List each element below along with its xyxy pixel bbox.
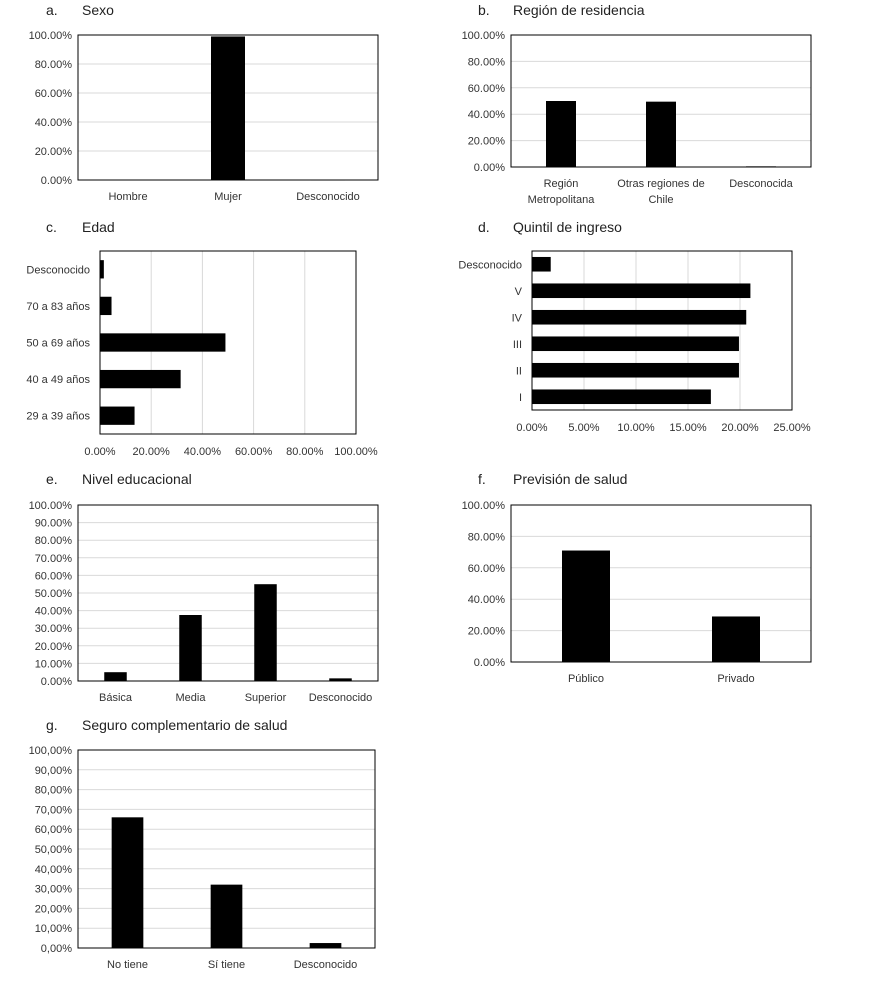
x-tick-label: 0.00% — [84, 446, 116, 458]
x-tick-label: 10.00% — [617, 422, 655, 434]
x-tick-label: 100.00% — [334, 446, 378, 458]
y-tick-label: 40.00% — [467, 594, 505, 607]
x-tick-label: 80.00% — [286, 446, 324, 458]
y-tick-label: 100.00% — [28, 30, 72, 42]
panel-letter: c. — [46, 219, 57, 235]
chart-title: Nivel educacional — [82, 471, 192, 487]
x-category-label: No tiene — [107, 959, 148, 971]
y-tick-label: 60.00% — [34, 570, 72, 583]
x-category-label: Público — [567, 673, 605, 685]
panel-letter: f. — [478, 471, 486, 487]
chart-title: Sexo — [82, 2, 114, 18]
y-tick-label: 0,00% — [40, 943, 72, 955]
x-tick-label: 20.00% — [132, 446, 170, 458]
y-tick-label: 100,00% — [28, 745, 72, 757]
y-category-label: Desconocido — [26, 264, 90, 277]
y-tick-label: 80,00% — [34, 784, 72, 797]
x-tick-label: 25.00% — [773, 422, 811, 434]
chart-title: Región de residencia — [513, 2, 645, 18]
y-tick-label: 70,00% — [34, 804, 72, 817]
y-tick-label: 20.00% — [467, 625, 505, 638]
x-category-label: Otras regiones de — [617, 178, 705, 190]
y-tick-label: 80.00% — [34, 535, 72, 548]
y-tick-label: 80.00% — [34, 59, 72, 71]
x-tick-label: 40.00% — [183, 446, 222, 458]
x-category-label: Privado — [717, 673, 755, 685]
y-tick-label: 100.00% — [461, 30, 505, 42]
y-tick-label: 20,00% — [34, 903, 72, 916]
y-tick-label: 60.00% — [467, 82, 505, 95]
y-category-label: 40 a 49 años — [26, 374, 90, 387]
y-tick-label: 60.00% — [34, 88, 72, 100]
y-tick-label: 40,00% — [34, 863, 72, 876]
panel-letter: b. — [478, 2, 490, 18]
chart-title: Seguro complementario de salud — [82, 717, 288, 733]
y-category-label: 70 a 83 años — [26, 300, 90, 313]
y-tick-label: 40.00% — [34, 117, 72, 129]
panel-letter: a. — [46, 2, 58, 18]
y-tick-label: 30,00% — [34, 883, 72, 896]
x-category-label: Superior — [244, 692, 287, 704]
y-tick-label: 70.00% — [34, 552, 72, 565]
bar — [310, 943, 342, 948]
y-tick-label: 20.00% — [34, 640, 72, 653]
y-tick-label: 10.00% — [34, 658, 72, 671]
x-category-label: Desconocido — [296, 191, 360, 203]
chart-title: Quintil de ingreso — [513, 219, 622, 235]
y-category-label: I — [518, 391, 522, 404]
y-category-label: 29 a 39 años — [26, 410, 90, 423]
y-tick-label: 0.00% — [473, 162, 505, 174]
y-category-label: III — [512, 338, 522, 351]
x-category-label: Media — [175, 692, 206, 704]
x-tick-label: 15.00% — [669, 422, 707, 434]
x-category-label: Metropolitana — [527, 194, 595, 206]
x-category-label: Desconocido — [308, 692, 373, 704]
y-tick-label: 40.00% — [467, 109, 505, 122]
y-tick-label: 60.00% — [467, 562, 505, 575]
x-tick-label: 20.00% — [721, 422, 759, 434]
chart-title: Edad — [82, 219, 115, 235]
bar — [211, 885, 243, 948]
x-category-label: Chile — [648, 194, 674, 206]
x-category-label: Hombre — [108, 191, 148, 203]
y-tick-label: 100.00% — [461, 500, 505, 512]
y-category-label: IV — [511, 312, 522, 325]
x-category-label: Básica — [98, 692, 133, 704]
y-tick-label: 0.00% — [40, 676, 72, 688]
y-tick-label: 0.00% — [473, 657, 505, 669]
x-category-label: Desconocida — [729, 178, 793, 190]
x-category-label: Sí tiene — [207, 959, 246, 971]
y-tick-label: 100.00% — [28, 500, 72, 512]
bar — [112, 817, 144, 948]
y-tick-label: 60,00% — [34, 824, 72, 837]
x-tick-label: 5.00% — [568, 422, 600, 434]
y-tick-label: 10,00% — [34, 923, 72, 936]
x-tick-label: 0.00% — [516, 422, 548, 434]
panel-letter: d. — [478, 219, 490, 235]
panel-letter: e. — [46, 471, 58, 487]
x-category-label: Mujer — [214, 191, 242, 203]
x-category-label: Desconocido — [293, 959, 358, 971]
y-tick-label: 80.00% — [467, 56, 505, 69]
y-category-label: 50 a 69 años — [26, 337, 90, 350]
y-tick-label: 90.00% — [34, 517, 72, 530]
chart-title: Previsión de salud — [513, 471, 628, 487]
y-tick-label: 40.00% — [34, 605, 72, 618]
y-tick-label: 50.00% — [34, 588, 72, 600]
y-category-label: II — [515, 365, 522, 378]
panel-letter: g. — [46, 717, 58, 733]
y-tick-label: 0.00% — [40, 175, 72, 187]
y-category-label: V — [514, 285, 522, 298]
y-tick-label: 30.00% — [34, 623, 72, 636]
y-tick-label: 50,00% — [34, 844, 72, 856]
y-category-label: Desconocido — [458, 259, 522, 272]
x-category-label: Región — [543, 178, 579, 190]
y-tick-label: 80.00% — [467, 531, 505, 544]
y-tick-label: 90,00% — [34, 764, 72, 777]
y-tick-label: 20.00% — [467, 135, 505, 148]
y-tick-label: 20.00% — [34, 146, 72, 158]
x-tick-label: 60.00% — [234, 446, 273, 458]
